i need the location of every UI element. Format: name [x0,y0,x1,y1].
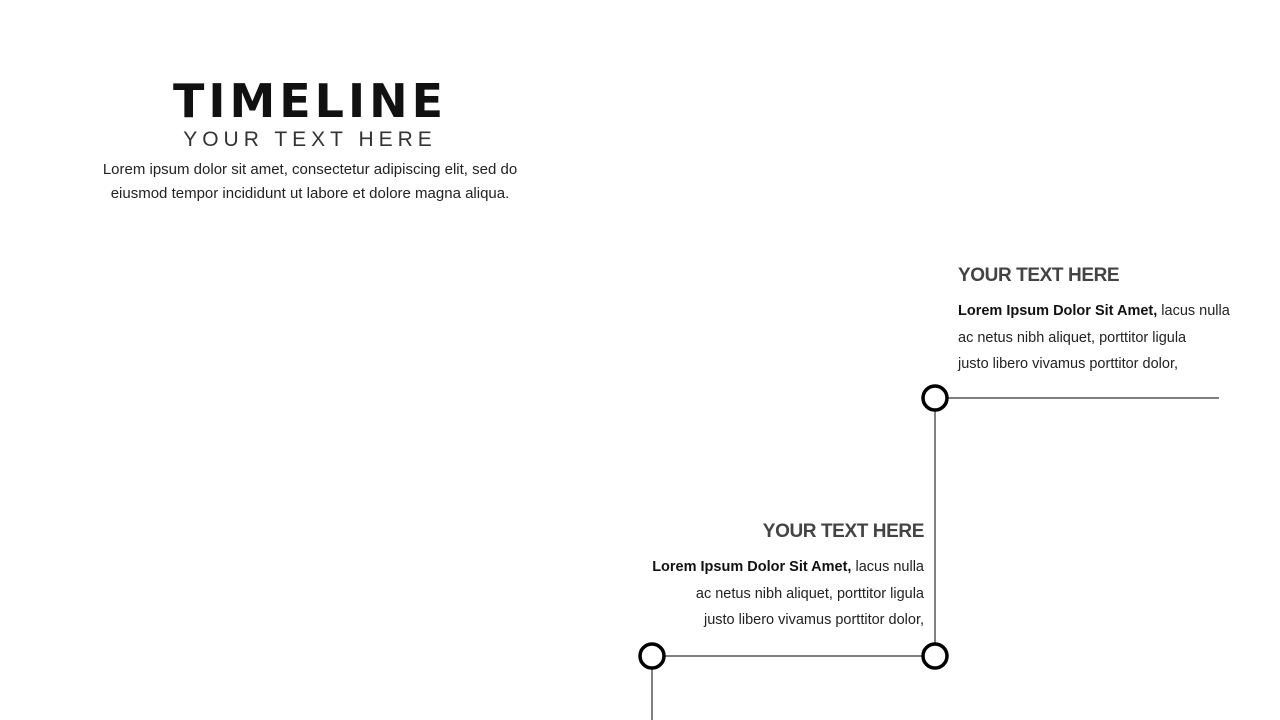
timeline-node-bottom-left [640,644,664,668]
milestone-1-line-2: ac netus nibh aliquet, porttitor ligula [958,329,1187,346]
milestone-2-heading: YOUR TEXT HERE [762,521,924,542]
intro-line-1: Lorem ipsum dolor sit amet, consectetur adipiscing elit, sed do [102,161,518,178]
milestone-2 [640,520,924,634]
page-title: TIMELINE [172,74,448,128]
milestone-2-line-1-rest: lacus nulla [851,559,924,575]
milestone-1-line-1-rest: lacus nulla [1157,303,1230,319]
milestone-2-body [640,554,924,634]
milestone-1-heading: YOUR TEXT HERE [958,265,1120,286]
milestone-2-line-2: ac netus nibh aliquet, porttitor ligula [695,585,924,602]
milestone-1-line-3: justo libero vivamus porttitor dolor, [958,356,1179,372]
milestone-1 [958,264,1233,378]
timeline-node-bottom-right [923,644,947,668]
milestone-2-lead: Lorem Ipsum Dolor Sit Amet, [652,559,852,575]
page-subtitle: YOUR TEXT HERE [183,128,437,151]
timeline-node-top [923,386,947,410]
milestone-2-line-1 [640,554,924,581]
milestone-2-line-3: justo libero vivamus porttitor dolor, [703,612,924,628]
milestone-1-lead: Lorem Ipsum Dolor Sit Amet, [958,303,1158,319]
intro-line-2: eiusmod tempor incididunt ut labore et dolore magna aliqua. [110,185,510,202]
milestone-1-line-1 [958,298,1233,325]
milestone-1-body [958,298,1233,378]
